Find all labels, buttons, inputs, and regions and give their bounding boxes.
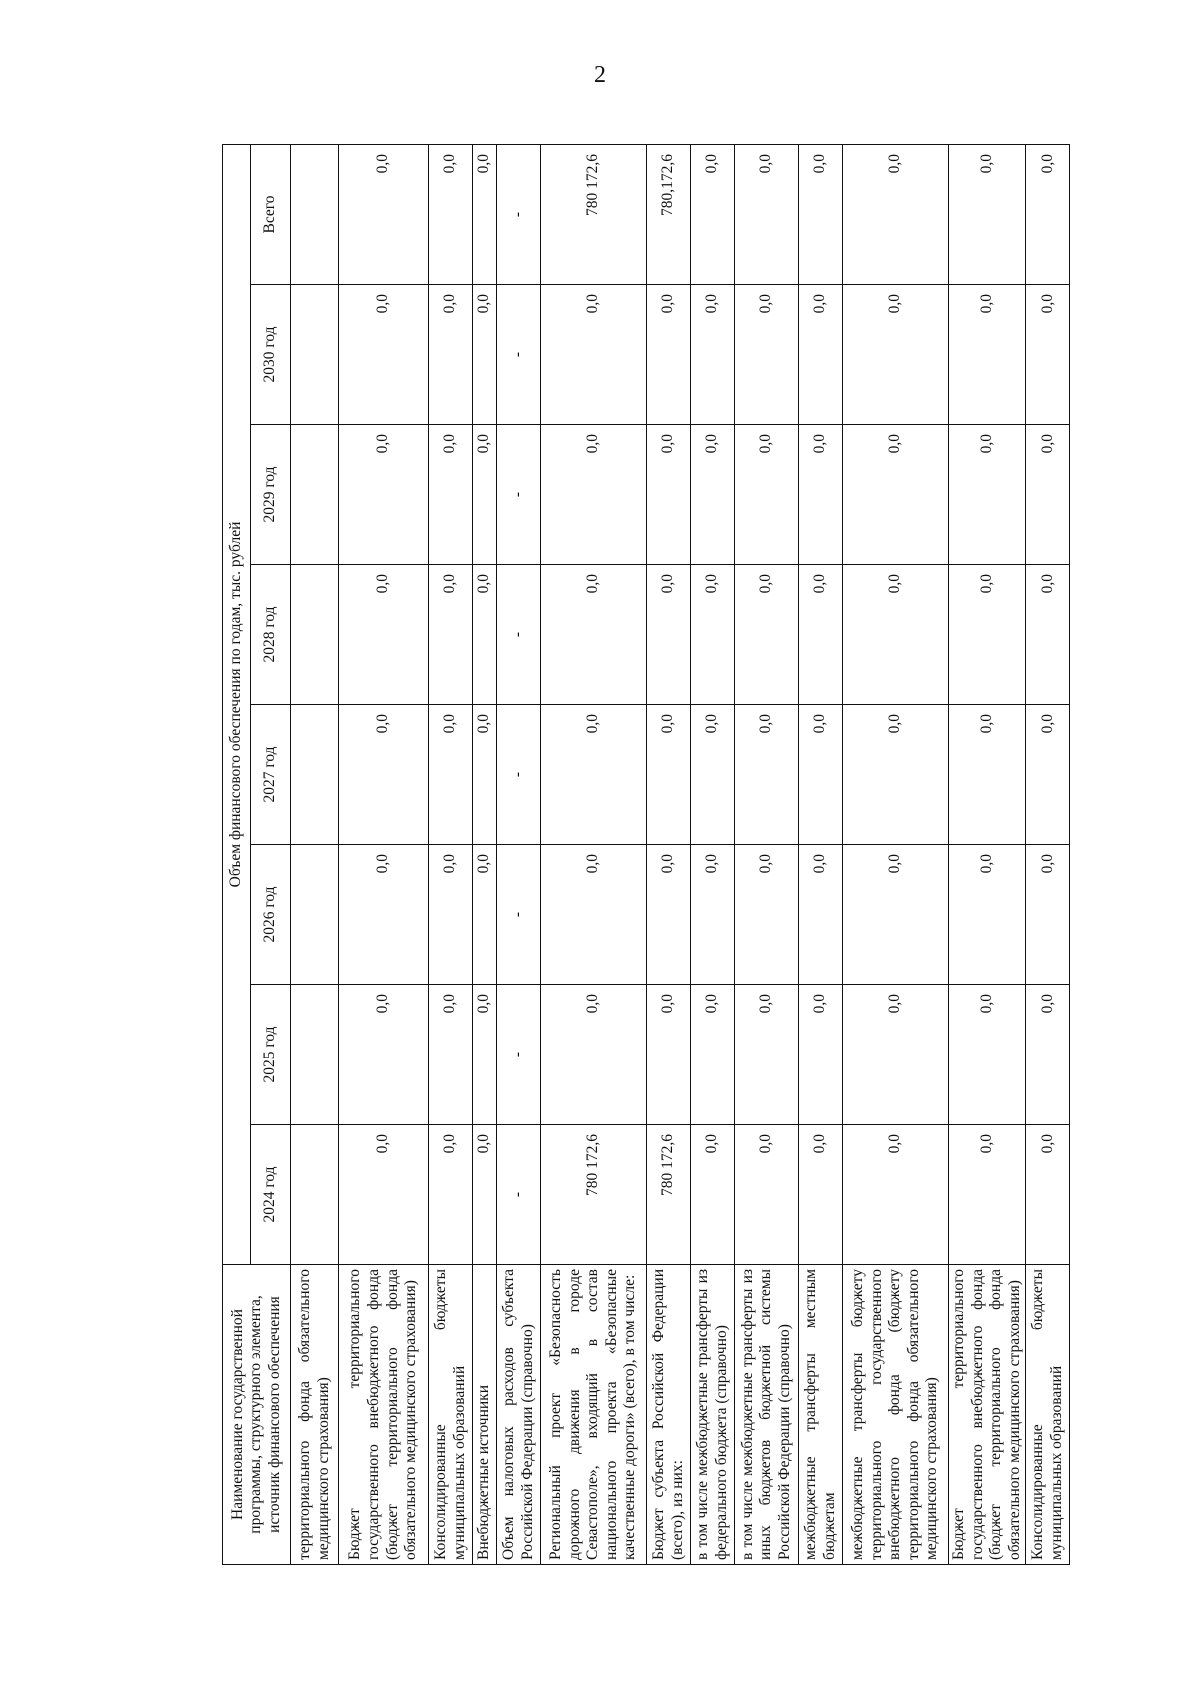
- year-value-cell: 0,0: [799, 1125, 843, 1265]
- year-value-cell: [291, 285, 339, 425]
- row-name-cell: Консолидированные бюджеты муниципальных образований: [1026, 1265, 1070, 1565]
- financing-group-header: Объем финансового обеспечения по годам, тыс. рублей: [223, 145, 251, 1265]
- year-value-cell: [291, 705, 339, 845]
- year-value-cell: 0,0: [429, 565, 473, 705]
- year-value-cell: 0,0: [691, 285, 735, 425]
- year-value-cell: 0,0: [691, 985, 735, 1125]
- table-row: [473, 145, 497, 1565]
- year-value-cell: 0,0: [541, 705, 647, 845]
- year-value-cell: 0,0: [799, 285, 843, 425]
- year-value-cell: [291, 425, 339, 565]
- year-value-cell: 0,0: [473, 705, 497, 845]
- year-value-cell: -: [497, 845, 541, 985]
- year-value-cell: 0,0: [1026, 565, 1070, 705]
- year-value-cell: 0,0: [339, 565, 429, 705]
- total-column-header: Всего: [251, 145, 291, 285]
- year-value-cell: 0,0: [647, 985, 691, 1125]
- year-value-cell: [291, 985, 339, 1125]
- row-name-cell: Региональный проект «Безопасность дорожного движения в городе Севастополе», входящий в состав национального проекта «Безопасные качественные дороги» (всего), в том числе:: [541, 1265, 647, 1565]
- table-row: [291, 145, 339, 1565]
- year-value-cell: 0,0: [949, 1125, 1026, 1265]
- year-value-cell: 0,0: [541, 565, 647, 705]
- year-value-cell: 0,0: [647, 565, 691, 705]
- year-value-cell: 0,0: [799, 985, 843, 1125]
- row-name-cell: межбюджетные трансферты местным бюджетам: [799, 1265, 843, 1565]
- year-column-header: 2026 год: [251, 845, 291, 985]
- year-value-cell: 0,0: [339, 425, 429, 565]
- financing-table-container: [222, 145, 1065, 1565]
- year-value-cell: 0,0: [473, 425, 497, 565]
- row-name-cell: Внебюджетные источники: [473, 1265, 497, 1565]
- year-value-cell: 0,0: [429, 845, 473, 985]
- year-value-cell: 0,0: [843, 425, 949, 565]
- year-value-cell: [291, 565, 339, 705]
- year-value-cell: 0,0: [541, 985, 647, 1125]
- year-column-header: 2027 год: [251, 705, 291, 845]
- year-value-cell: 0,0: [735, 705, 799, 845]
- table-row: [949, 145, 1026, 1565]
- year-value-cell: 0,0: [691, 705, 735, 845]
- year-value-cell: 0,0: [1026, 705, 1070, 845]
- row-name-cell: межбюджетные трансферты бюджету территориального государственного внебюджетного фонда (бюджету территориального фонда обязательного медицинского страхования): [843, 1265, 949, 1565]
- year-value-cell: 0,0: [843, 285, 949, 425]
- year-value-cell: 0,0: [691, 845, 735, 985]
- year-value-cell: -: [497, 705, 541, 845]
- year-value-cell: 0,0: [691, 1125, 735, 1265]
- year-value-cell: 0,0: [339, 985, 429, 1125]
- row-name-cell: в том числе межбюджетные трансферты из иных бюджетов бюджетной системы Российской Федерации (справочно): [735, 1265, 799, 1565]
- year-value-cell: 0,0: [473, 985, 497, 1125]
- year-value-cell: 0,0: [473, 285, 497, 425]
- row-name-cell: Консолидированные бюджеты муниципальных образований: [429, 1265, 473, 1565]
- year-value-cell: 0,0: [473, 1125, 497, 1265]
- table-row: [541, 145, 647, 1565]
- year-value-cell: 0,0: [949, 845, 1026, 985]
- year-value-cell: -: [497, 425, 541, 565]
- year-column-header: 2025 год: [251, 985, 291, 1125]
- year-value-cell: 0,0: [843, 1125, 949, 1265]
- year-value-cell: 0,0: [799, 565, 843, 705]
- year-value-cell: 0,0: [429, 985, 473, 1125]
- year-value-cell: 0,0: [647, 425, 691, 565]
- year-value-cell: 0,0: [647, 705, 691, 845]
- total-value-cell: 0,0: [1026, 145, 1070, 285]
- year-value-cell: 0,0: [1026, 425, 1070, 565]
- year-column-header: 2029 год: [251, 425, 291, 565]
- year-value-cell: 0,0: [949, 705, 1026, 845]
- year-value-cell: 0,0: [1026, 1125, 1070, 1265]
- year-value-cell: [291, 1125, 339, 1265]
- year-value-cell: 0,0: [339, 705, 429, 845]
- row-name-cell: в том числе межбюджетные трансферты из федерального бюджета (справочно): [691, 1265, 735, 1565]
- year-value-cell: 0,0: [473, 845, 497, 985]
- year-value-cell: 0,0: [429, 1125, 473, 1265]
- year-value-cell: 0,0: [843, 985, 949, 1125]
- year-value-cell: 0,0: [339, 285, 429, 425]
- table-row: [497, 145, 541, 1565]
- table-row: [691, 145, 735, 1565]
- row-name-cell: Бюджет субъекта Российской Федерации (всего), из них:: [647, 1265, 691, 1565]
- year-value-cell: 0,0: [949, 425, 1026, 565]
- year-value-cell: 0,0: [843, 845, 949, 985]
- year-value-cell: 0,0: [691, 425, 735, 565]
- name-column-header: Наименование государственной программы, структурного элемента, источник финансового обеспечения: [223, 1265, 291, 1565]
- year-value-cell: 0,0: [949, 285, 1026, 425]
- year-value-cell: 0,0: [429, 285, 473, 425]
- year-value-cell: 0,0: [429, 425, 473, 565]
- year-value-cell: 0,0: [735, 845, 799, 985]
- total-value-cell: -: [497, 145, 541, 285]
- year-value-cell: 0,0: [647, 285, 691, 425]
- year-column-header: 2028 год: [251, 565, 291, 705]
- year-value-cell: 0,0: [1026, 285, 1070, 425]
- table-row: [799, 145, 843, 1565]
- year-value-cell: -: [497, 1125, 541, 1265]
- year-value-cell: 0,0: [647, 845, 691, 985]
- page-number: 2: [594, 62, 606, 88]
- table-row: [647, 145, 691, 1565]
- financing-table: [222, 144, 1070, 1565]
- year-value-cell: -: [497, 985, 541, 1125]
- table-row: [429, 145, 473, 1565]
- year-value-cell: 0,0: [339, 1125, 429, 1265]
- year-value-cell: 0,0: [1026, 845, 1070, 985]
- year-column-header: 2024 год: [251, 1125, 291, 1265]
- total-value-cell: 0,0: [339, 145, 429, 285]
- year-value-cell: [291, 845, 339, 985]
- year-value-cell: 0,0: [843, 565, 949, 705]
- row-name-cell: Бюджет территориального государственного внебюджетного фонда (бюджет территориального фонда обязательного медицинского страхования): [339, 1265, 429, 1565]
- total-value-cell: 0,0: [735, 145, 799, 285]
- year-value-cell: 0,0: [735, 565, 799, 705]
- year-value-cell: 0,0: [473, 565, 497, 705]
- year-value-cell: 780 172,6: [647, 1125, 691, 1265]
- year-value-cell: 0,0: [735, 285, 799, 425]
- table-row: [735, 145, 799, 1565]
- total-value-cell: 0,0: [691, 145, 735, 285]
- year-column-header: 2030 год: [251, 285, 291, 425]
- year-value-cell: 0,0: [541, 425, 647, 565]
- table-row: [843, 145, 949, 1565]
- total-value-cell: 0,0: [429, 145, 473, 285]
- year-value-cell: 0,0: [799, 705, 843, 845]
- total-value-cell: 780,172,6: [647, 145, 691, 285]
- year-value-cell: 0,0: [735, 1125, 799, 1265]
- total-value-cell: [291, 145, 339, 285]
- table-row: [339, 145, 429, 1565]
- year-value-cell: 0,0: [799, 845, 843, 985]
- row-name-cell: территориального фонда обязательного медицинского страхования): [291, 1265, 339, 1565]
- total-value-cell: 0,0: [949, 145, 1026, 285]
- year-value-cell: -: [497, 285, 541, 425]
- year-value-cell: -: [497, 565, 541, 705]
- year-value-cell: 0,0: [541, 845, 647, 985]
- table-row: [1026, 145, 1070, 1565]
- year-value-cell: 0,0: [339, 845, 429, 985]
- row-name-cell: Бюджет территориального государственного внебюджетного фонда (бюджет территориального фонда обязательного медицинского страхования): [949, 1265, 1026, 1565]
- year-value-cell: 0,0: [949, 985, 1026, 1125]
- total-value-cell: 780 172,6: [541, 145, 647, 285]
- year-value-cell: 0,0: [735, 985, 799, 1125]
- total-value-cell: 0,0: [473, 145, 497, 285]
- total-value-cell: 0,0: [799, 145, 843, 285]
- year-value-cell: 0,0: [1026, 985, 1070, 1125]
- year-value-cell: 0,0: [735, 425, 799, 565]
- year-value-cell: 0,0: [949, 565, 1026, 705]
- year-value-cell: 780 172,6: [541, 1125, 647, 1265]
- year-value-cell: 0,0: [799, 425, 843, 565]
- year-value-cell: 0,0: [429, 705, 473, 845]
- year-value-cell: 0,0: [691, 565, 735, 705]
- year-value-cell: 0,0: [843, 705, 949, 845]
- total-value-cell: 0,0: [843, 145, 949, 285]
- year-value-cell: 0,0: [541, 285, 647, 425]
- row-name-cell: Объем налоговых расходов субъекта Российской Федерации (справочно): [497, 1265, 541, 1565]
